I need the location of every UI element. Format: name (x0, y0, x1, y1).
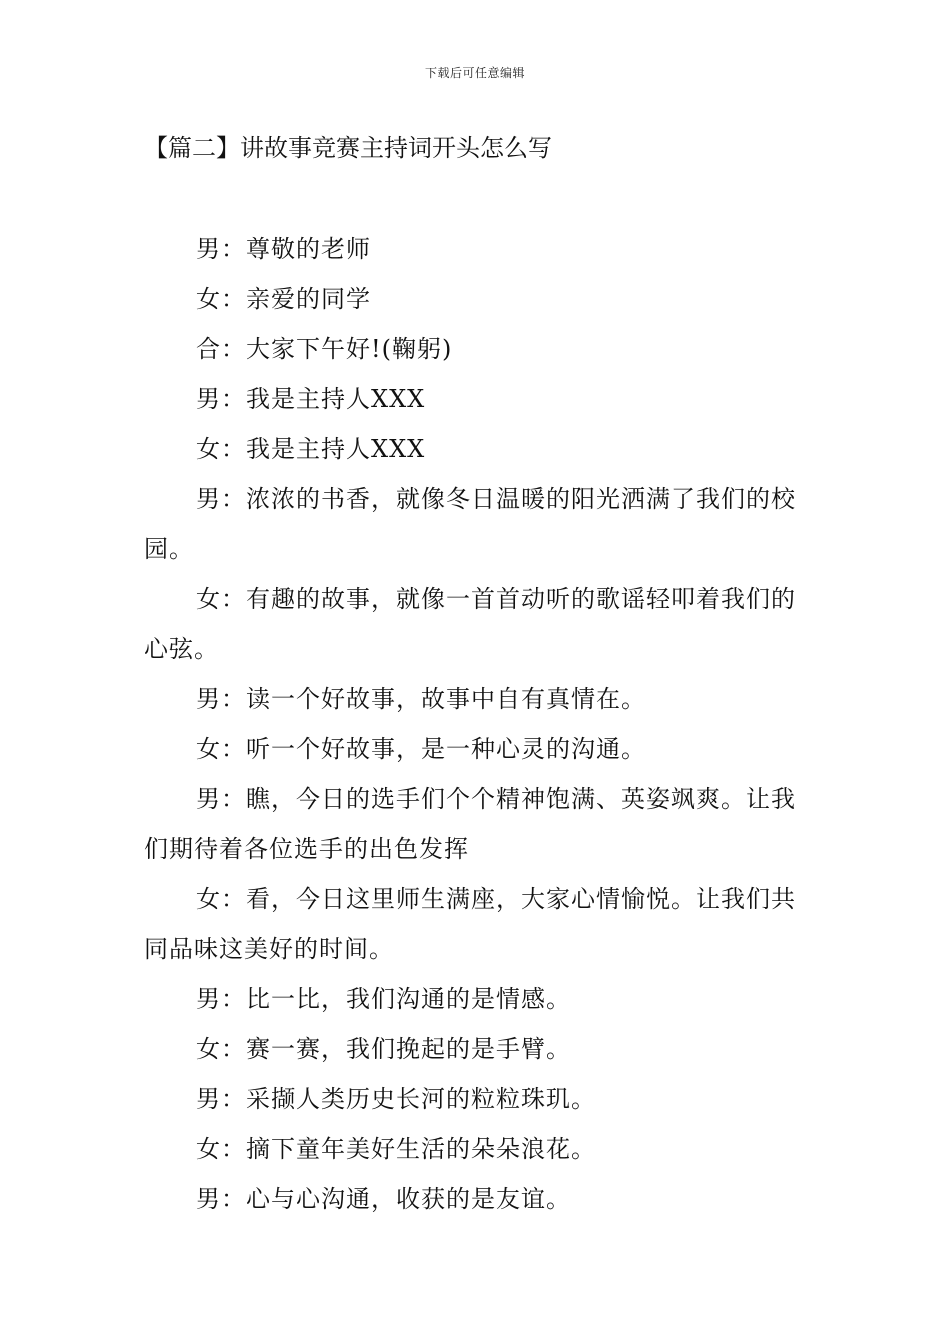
dialogue-line: 女：赛一赛，我们挽起的是手臂。 (196, 1035, 571, 1063)
dialogue-line: 男：浓浓的书香，就像冬日温暖的阳光洒满了我们的校园。 (144, 485, 796, 563)
dialogue-line: 男：采撷人类历史长河的粒粒珠玑。 (196, 1085, 596, 1113)
document-title: 【篇二】讲故事竞赛主持词开头怎么写 (144, 134, 552, 162)
dialogue-line: 女：有趣的故事，就像一首首动听的歌谣轻叩着我们的心弦。 (144, 585, 796, 663)
dialogue-line: 男：瞧，今日的选手们个个精神饱满、英姿飒爽。让我们期待着各位选手的出色发挥 (144, 785, 796, 863)
dialogue-line: 女：我是主持人XXX (196, 435, 426, 463)
dialogue-line: 男：读一个好故事，故事中自有真情在。 (196, 685, 646, 713)
dialogue-line: 男：心与心沟通，收获的是友谊。 (196, 1185, 571, 1213)
dialogue-line: 合：大家下午好!(鞠躬) (196, 335, 453, 363)
dialogue-line: 女：摘下童年美好生活的朵朵浪花。 (196, 1135, 596, 1163)
dialogue-line: 女：看，今日这里师生满座，大家心情愉悦。让我们共同品味这美好的时间。 (144, 885, 796, 963)
header-note: 下载后可任意编辑 (424, 66, 525, 80)
dialogue-line: 女：听一个好故事，是一种心灵的沟通。 (196, 735, 646, 763)
dialogue-line: 男：我是主持人XXX (196, 385, 426, 413)
dialogue-line: 女：亲爱的同学 (196, 285, 371, 313)
document-body (144, 224, 808, 1224)
dialogue-line: 男：比一比，我们沟通的是情感。 (196, 985, 571, 1013)
dialogue-line: 男：尊敬的老师 (196, 235, 371, 263)
